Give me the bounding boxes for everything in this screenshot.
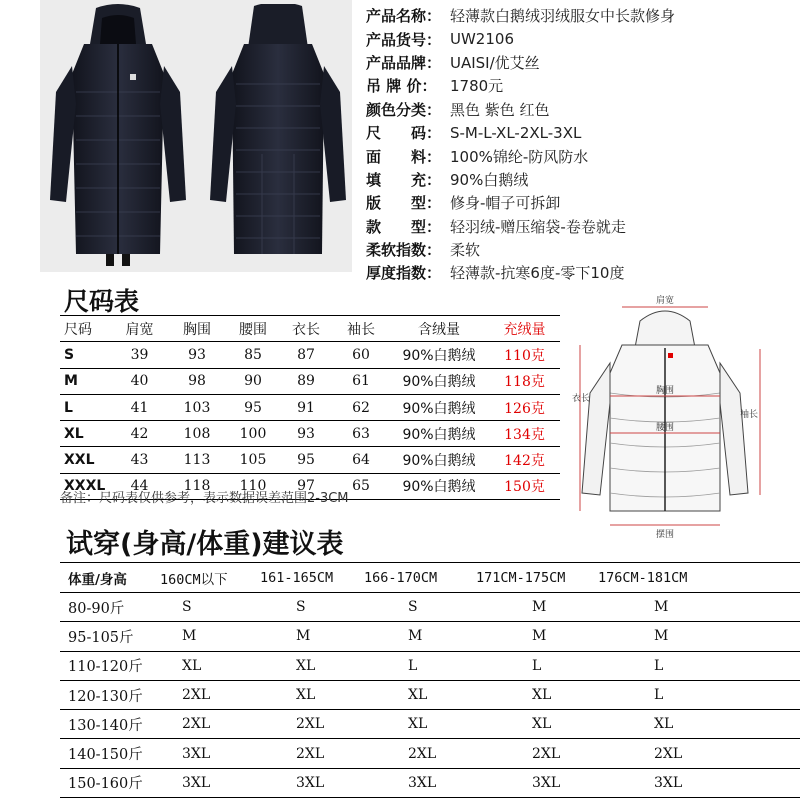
fit-cell: S	[260, 593, 364, 622]
size-chart-title: 尺码表	[64, 287, 140, 316]
fit-chart-title: 试穿(身高/体重)建议表	[66, 529, 344, 560]
fit-cell: 3XL	[598, 768, 800, 797]
spec-row	[366, 27, 796, 50]
size-cell: 98	[167, 368, 227, 394]
spec-label: 款 型：	[366, 217, 442, 236]
fit-cell: 2XL	[260, 710, 364, 739]
spec-value: S-M-L-XL-2XL-3XL	[450, 123, 582, 142]
size-cell: 85	[227, 342, 279, 368]
fit-cell: L	[476, 651, 598, 680]
fit-row	[60, 593, 800, 622]
size-cell: 93	[279, 421, 333, 447]
size-cell: L	[60, 394, 112, 420]
spec-value: 1780元	[450, 77, 504, 96]
fit-cell: 3XL	[476, 768, 598, 797]
spec-value: 轻薄款白鹅绒羽绒服女中长款修身	[450, 7, 676, 26]
size-cell: 126克	[489, 394, 560, 420]
spec-label: 产品货号：	[366, 30, 442, 49]
coat-back-image	[200, 4, 356, 270]
spec-label: 厚度指数：	[366, 264, 442, 283]
spec-value: 90%白鹅绒	[450, 170, 529, 189]
fit-cell: XL	[160, 651, 260, 680]
fit-cell: 95-105斤	[60, 622, 160, 651]
spec-value: UW2106	[450, 30, 514, 49]
size-cell: M	[60, 368, 112, 394]
fit-cell: XL	[598, 710, 800, 739]
fit-cell: M	[476, 622, 598, 651]
size-cell: 142克	[489, 447, 560, 473]
size-header-cell: 含绒量	[389, 316, 489, 342]
size-cell: 39	[112, 342, 167, 368]
size-row	[60, 394, 560, 420]
spec-label: 尺 码：	[366, 124, 442, 143]
size-cell: 44	[112, 473, 167, 499]
fit-cell: XL	[476, 710, 598, 739]
fit-cell: XL	[476, 680, 598, 709]
fit-cell: 3XL	[260, 768, 364, 797]
fit-cell: L	[598, 680, 800, 709]
fit-row	[60, 680, 800, 709]
size-header-cell: 腰围	[227, 316, 279, 342]
fit-header-cell: 171CM-175CM	[476, 563, 598, 593]
size-cell: 95	[227, 394, 279, 420]
fit-cell: 140-150斤	[60, 739, 160, 768]
size-cell: 64	[333, 447, 389, 473]
size-cell: 108	[167, 421, 227, 447]
size-table	[60, 315, 560, 500]
fit-cell: 120-130斤	[60, 680, 160, 709]
size-cell: 100	[227, 421, 279, 447]
size-cell: XL	[60, 421, 112, 447]
spec-label: 柔软指数：	[366, 241, 442, 260]
size-cell: XXXL	[60, 473, 112, 499]
shoulder-label: 肩宽	[655, 296, 675, 306]
size-cell: 113	[167, 447, 227, 473]
size-header-cell: 充绒量	[489, 316, 560, 342]
fit-table	[60, 562, 800, 798]
spec-value: 轻羽绒-赠压缩袋-卷卷就走	[450, 217, 626, 236]
fit-header-cell: 体重/身高	[60, 563, 160, 593]
size-cell: 118	[167, 473, 227, 499]
coat-front-image	[40, 4, 196, 270]
size-cell: 90%白鹅绒	[389, 368, 489, 394]
size-cell: 105	[227, 447, 279, 473]
size-cell: 150克	[489, 473, 560, 499]
size-cell: 90%白鹅绒	[389, 421, 489, 447]
product-specs	[366, 4, 796, 285]
size-cell: XXL	[60, 447, 112, 473]
size-header-row	[60, 316, 560, 342]
fit-cell: XL	[364, 680, 476, 709]
spec-value: 黑色 紫色 红色	[450, 100, 550, 119]
fit-row	[60, 651, 800, 680]
product-photo	[40, 0, 352, 272]
spec-row	[366, 51, 796, 74]
fit-row	[60, 710, 800, 739]
length-label: 衣长	[572, 394, 591, 404]
size-cell: 110	[227, 473, 279, 499]
size-header-cell: 尺码	[60, 316, 112, 342]
size-cell: 118克	[489, 368, 560, 394]
fit-cell: S	[160, 593, 260, 622]
size-cell: 60	[333, 342, 389, 368]
sleeve-label: 袖长	[740, 410, 759, 420]
size-cell: 87	[279, 342, 333, 368]
waist-label: 腰围	[655, 423, 675, 433]
spec-value: UAISI/优艾丝	[450, 53, 540, 72]
spec-row	[366, 144, 796, 167]
fit-header-cell: 176CM-181CM	[598, 563, 800, 593]
size-cell: 62	[333, 394, 389, 420]
fit-cell: 2XL	[260, 739, 364, 768]
size-cell: 90%白鹅绒	[389, 342, 489, 368]
fit-cell: XL	[364, 710, 476, 739]
fit-cell: M	[476, 593, 598, 622]
size-cell: 40	[112, 368, 167, 394]
hem-label: 摆围	[655, 530, 675, 540]
fit-cell: 150-160斤	[60, 768, 160, 797]
size-header-cell: 袖长	[333, 316, 389, 342]
fit-cell: 2XL	[476, 739, 598, 768]
size-cell: 134克	[489, 421, 560, 447]
spec-value: 轻薄款-抗寒6度-零下10度	[450, 264, 625, 283]
spec-label: 版 型：	[366, 194, 442, 213]
size-cell: 41	[112, 394, 167, 420]
chest-label: 胸围	[655, 386, 675, 396]
fit-cell: 2XL	[598, 739, 800, 768]
fit-cell: M	[364, 622, 476, 651]
size-note: 备注：尺码表仅供参考，表示数据误差范围2-3CM	[60, 491, 349, 506]
size-row	[60, 447, 560, 473]
fit-cell: 110-120斤	[60, 651, 160, 680]
spec-value: 修身-帽子可拆卸	[450, 194, 561, 213]
size-cell: 90%白鹅绒	[389, 447, 489, 473]
spec-value: 100%锦纶-防风防水	[450, 147, 589, 166]
spec-value: 柔软	[450, 241, 481, 260]
size-header-cell: 衣长	[279, 316, 333, 342]
fit-cell: 2XL	[160, 710, 260, 739]
fit-cell: M	[598, 593, 800, 622]
fit-cell: 3XL	[160, 739, 260, 768]
fit-cell: 3XL	[160, 768, 260, 797]
spec-row	[366, 215, 796, 238]
fit-row	[60, 739, 800, 768]
spec-label: 颜色分类：	[366, 100, 442, 119]
fit-cell: 2XL	[364, 739, 476, 768]
spec-label: 产品品牌：	[366, 53, 442, 72]
size-cell: 90%白鹅绒	[389, 394, 489, 420]
fit-cell: XL	[260, 680, 364, 709]
spec-row	[366, 191, 796, 214]
measurement-diagram	[570, 293, 770, 540]
spec-label: 面 料：	[366, 147, 442, 166]
fit-header-cell: 166-170CM	[364, 563, 476, 593]
spec-row	[366, 98, 796, 121]
fit-row	[60, 768, 800, 797]
size-cell: 89	[279, 368, 333, 394]
size-header-cell: 胸围	[167, 316, 227, 342]
size-row	[60, 342, 560, 368]
size-cell: 90%白鹅绒	[389, 473, 489, 499]
size-cell: 97	[279, 473, 333, 499]
fit-cell: S	[364, 593, 476, 622]
size-cell: 110克	[489, 342, 560, 368]
size-cell: S	[60, 342, 112, 368]
size-cell: 65	[333, 473, 389, 499]
spec-label: 产品名称：	[366, 7, 442, 26]
size-cell: 95	[279, 447, 333, 473]
fit-cell: XL	[260, 651, 364, 680]
spec-row	[366, 261, 796, 284]
spec-row	[366, 121, 796, 144]
fit-cell: 80-90斤	[60, 593, 160, 622]
fit-cell: M	[260, 622, 364, 651]
spec-row	[366, 168, 796, 191]
fit-header-row	[60, 563, 800, 593]
fit-cell: 130-140斤	[60, 710, 160, 739]
size-row	[60, 421, 560, 447]
size-cell: 63	[333, 421, 389, 447]
fit-cell: 3XL	[364, 768, 476, 797]
fit-header-cell: 160CM以下	[160, 563, 260, 593]
spec-row	[366, 4, 796, 27]
size-row	[60, 368, 560, 394]
fit-cell: L	[364, 651, 476, 680]
fit-cell: L	[598, 651, 800, 680]
size-cell: 42	[112, 421, 167, 447]
fit-cell: M	[598, 622, 800, 651]
spec-row	[366, 74, 796, 97]
spec-label: 吊 牌 价：	[366, 77, 437, 96]
spec-row	[366, 238, 796, 261]
fit-cell: M	[160, 622, 260, 651]
size-header-cell: 肩宽	[112, 316, 167, 342]
size-cell: 93	[167, 342, 227, 368]
size-cell: 43	[112, 447, 167, 473]
spec-label: 填 充：	[366, 170, 442, 189]
fit-header-cell: 161-165CM	[260, 563, 364, 593]
size-cell: 61	[333, 368, 389, 394]
fit-row	[60, 622, 800, 651]
size-cell: 103	[167, 394, 227, 420]
size-cell: 91	[279, 394, 333, 420]
fit-cell: 2XL	[160, 680, 260, 709]
size-cell: 90	[227, 368, 279, 394]
